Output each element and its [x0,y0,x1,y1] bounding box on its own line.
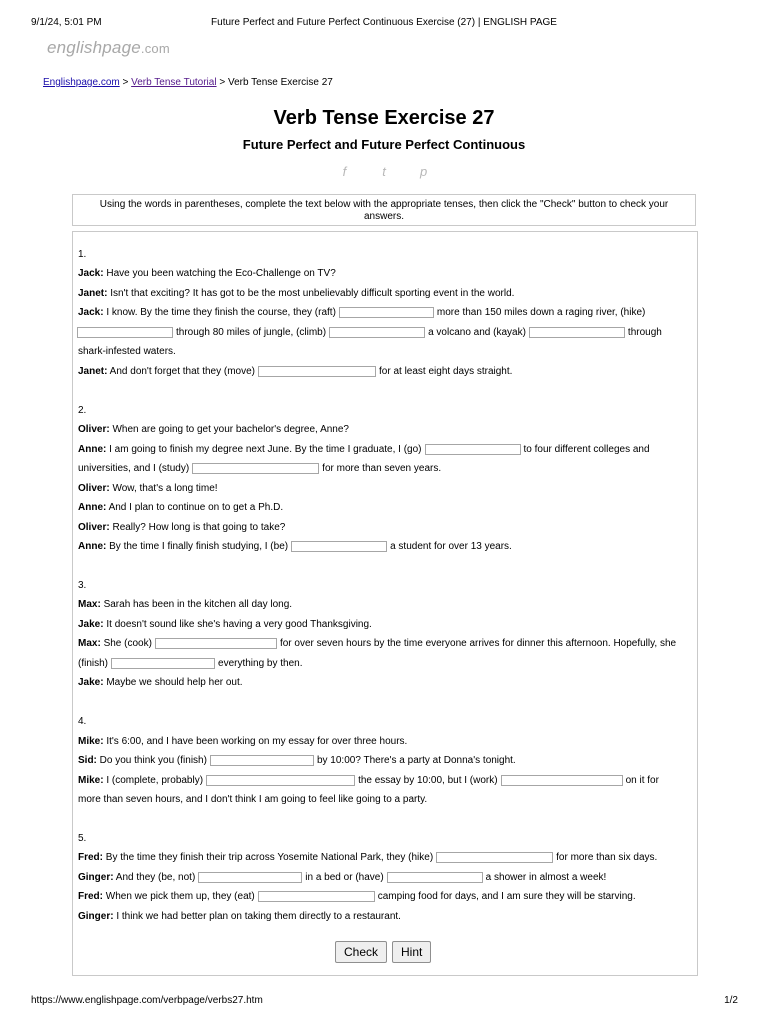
dialog-text: on it for [625,775,659,786]
dialog-line [78,306,645,320]
dialog-line [78,365,512,379]
dialog-text: to four different colleges and [523,444,650,455]
dialog-line [78,890,636,904]
dialog-text: It doesn't sound like she's having a very good Thanksgiving. [103,619,372,630]
answer-input-have[interactable] [387,872,483,883]
answer-input-cook[interactable] [155,638,277,649]
dialog-line [78,598,292,612]
dialog-line [78,267,336,281]
dialog-text: through [627,327,662,338]
speaker: Mike: [78,736,104,747]
dialog-text: for more than seven years. [322,463,442,474]
dialog-line [78,618,372,632]
answer-input-kayak[interactable] [529,327,625,338]
dialog-text: Isn't that exciting? It has got to be the most unbelievably difficult sporting event in the world. [107,288,515,299]
facebook-icon[interactable]: f [342,164,347,179]
speaker: Jack: [78,307,104,318]
answer-input-be-not[interactable] [198,872,302,883]
dialog-line [78,676,243,690]
dialog-text: everything by then. [218,658,303,669]
dialog-text: universities, and I (study) [78,463,190,474]
speaker: Anne: [78,444,107,455]
answer-input-study[interactable] [192,463,319,474]
hint-button[interactable]: Hint [392,941,431,963]
dialog-text: in a bed or (have) [305,872,384,883]
dialog-text: for over seven hours by the time everyone arrives for dinner this afternoon. Hopefully, she [279,638,677,649]
dialog-line [78,287,514,301]
dialog-number: 4. [78,716,87,727]
dialog-text: I think we had better plan on taking them directly to a restaurant. [113,911,401,922]
answer-input-complete[interactable] [206,775,355,786]
twitter-icon[interactable]: t [382,164,386,179]
dialog-text: camping food for days, and I am sure they will be starving. [377,891,636,902]
dialog-number: 5. [78,833,87,844]
answer-input-go[interactable] [425,444,521,455]
answer-input-finish[interactable] [111,658,215,669]
site-logo[interactable] [47,38,170,58]
dialog-text: for at least eight days straight. [379,366,513,377]
speaker: Mike: [78,775,104,786]
logo-suffix: .com [140,41,170,56]
dialog-text: And don't forget that they (move) [107,366,256,377]
dialog-text: more than seven hours, and I don't think I am going to feel like going to a party. [78,794,428,805]
speaker: Max: [78,638,101,649]
dialog-text: By the time I finally finish studying, I (be) [106,541,289,552]
social-share-bar [0,164,768,179]
breadcrumb-tutorial-link[interactable]: Verb Tense Tutorial [131,77,217,88]
answer-input-work[interactable] [501,775,623,786]
speaker: Sid: [78,755,97,766]
dialog-line [78,540,512,554]
pinterest-icon[interactable]: p [420,164,428,179]
dialog-line [78,501,283,515]
dialog-text: more than 150 miles down a raging river, (hike) [436,307,646,318]
speaker: Anne: [78,541,107,552]
check-button[interactable]: Check [335,941,387,963]
dialog-text: I am going to finish my degree next June. By the time I graduate, I (go) [106,444,422,455]
dialog-text: When we pick them up, they (eat) [103,891,255,902]
speaker: Janet: [78,288,108,299]
answer-input-climb[interactable] [329,327,425,338]
answer-input-hike-trip[interactable] [436,852,553,863]
dialog-number: 3. [78,580,87,591]
dialog-text: by 10:00? There's a party at Donna's tonight. [316,755,516,766]
dialog-line [78,521,285,535]
instructions-box: Using the words in parentheses, complete the text below with the appropriate tenses, then click the "Check" button to check your answers. [72,194,696,226]
dialog-line [78,482,218,496]
dialog-text: By the time they finish their trip across Yosemite National Park, they (hike) [103,852,434,863]
speaker: Oliver: [78,424,110,435]
logo-main: englishpage [47,38,141,57]
dialog-line [78,851,657,865]
answer-input-be[interactable] [291,541,387,552]
dialog-line [78,774,659,788]
dialog-line [78,637,676,651]
print-url: https://www.englishpage.com/verbpage/verbs27.htm [31,995,263,1006]
dialog-text: Maybe we should help her out. [103,677,243,688]
answer-input-eat[interactable] [258,891,375,902]
exercise-box [72,231,698,976]
dialog-text: Really? How long is that going to take? [109,522,286,533]
dialog-text: I (complete, probably) [103,775,204,786]
breadcrumb-separator: > [216,77,228,88]
dialog-line [78,735,407,749]
dialog-text: through 80 miles of jungle, (climb) [176,327,327,338]
dialog-line [78,423,349,437]
speaker: Jake: [78,677,104,688]
page-title: Verb Tense Exercise 27 [273,107,495,129]
dialog-text: the essay by 10:00, but I (work) [358,775,498,786]
dialog-text: She (cook) [100,638,152,649]
speaker: Oliver: [78,483,110,494]
speaker: Janet: [78,366,108,377]
dialog-text: Sarah has been in the kitchen all day long. [100,599,293,610]
dialog-line [77,326,662,340]
dialog-text: for more than six days. [556,852,658,863]
dialog-line [78,443,650,457]
breadcrumb-current: Verb Tense Exercise 27 [227,77,333,88]
dialog-text: a shower in almost a week! [485,872,607,883]
dialog-number: 1. [78,249,87,260]
speaker: Fred: [78,852,103,863]
speaker: Anne: [78,502,107,513]
breadcrumb-separator: > [119,77,132,88]
answer-input-hike[interactable] [77,327,173,338]
print-page-title: Future Perfect and Future Perfect Continuous Exercise (27) | ENGLISH PAGE [211,17,557,28]
answer-input-move[interactable] [258,366,376,377]
dialog-text: When are going to get your bachelor's degree, Anne? [109,424,349,435]
dialog-line [78,657,303,671]
dialog-line [78,345,176,359]
dialog-line [78,871,606,885]
dialog-text: Have you been watching the Eco-Challenge on TV? [103,268,336,279]
dialog-line [78,793,427,807]
dialog-text: And I plan to continue on to get a Ph.D. [106,502,284,513]
dialog-text: It's 6:00, and I have been working on my essay for over three hours. [103,736,408,747]
answer-input-raft[interactable] [339,307,434,318]
dialog-text: shark-infested waters. [78,346,176,357]
breadcrumb [43,77,333,88]
dialog-text: And they (be, not) [113,872,196,883]
print-page-number: 1/2 [724,995,738,1006]
dialog-text: a volcano and (kayak) [428,327,526,338]
dialog-line [78,910,401,924]
dialog-line [78,754,516,768]
speaker: Jake: [78,619,104,630]
dialog-text: a student for over 13 years. [390,541,512,552]
breadcrumb-home-link[interactable]: Englishpage.com [43,77,120,88]
answer-input-finish-essay[interactable] [210,755,314,766]
dialog-text: (finish) [78,658,109,669]
print-datetime: 9/1/24, 5:01 PM [31,17,102,28]
dialog-text: I know. By the time they finish the course, they (raft) [103,307,336,318]
speaker: Max: [78,599,101,610]
speaker: Fred: [78,891,103,902]
speaker: Ginger: [78,872,114,883]
speaker: Oliver: [78,522,110,533]
dialog-line [78,462,441,476]
page-subtitle: Future Perfect and Future Perfect Continuous [242,137,526,152]
dialog-text: Do you think you (finish) [96,755,207,766]
dialog-number: 2. [78,405,87,416]
dialog-text: Wow, that's a long time! [109,483,218,494]
speaker: Ginger: [78,911,114,922]
speaker: Jack: [78,268,104,279]
